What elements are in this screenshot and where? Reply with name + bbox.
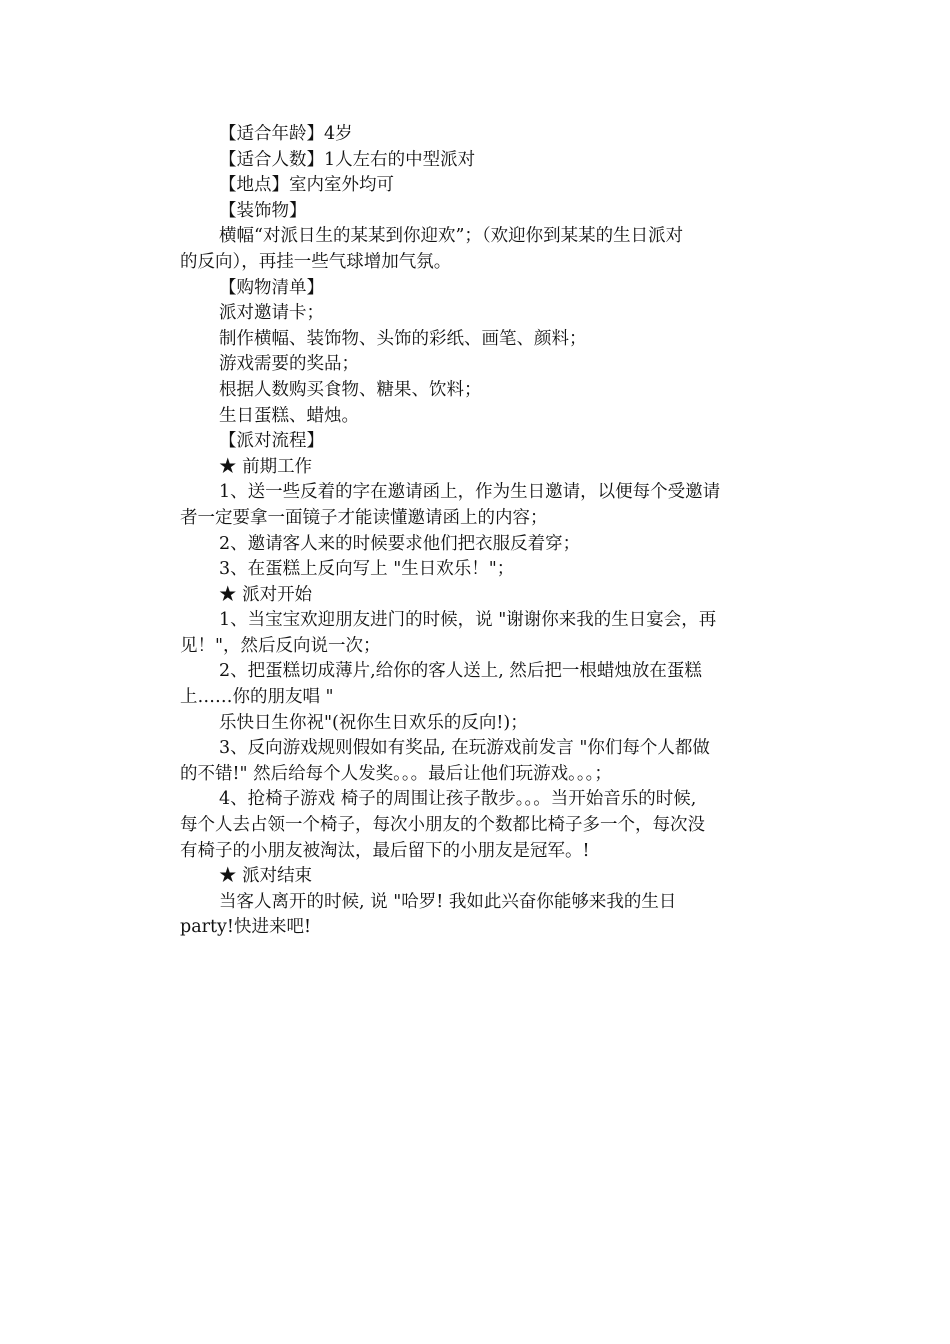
list-item: 游戏需要的奖品； — [219, 354, 359, 375]
document-body — [180, 122, 770, 941]
paragraph-line: 的不错!" 然后给每个人发奖。。。最后让他们玩游戏。。。； — [180, 763, 612, 784]
section-heading-preparation: ★ 前期工作 — [219, 456, 313, 477]
paragraph-line: party!快进来吧! — [180, 917, 311, 938]
list-item: 制作横幅、装饰物、头饰的彩纸、画笔、颜料； — [219, 328, 587, 349]
paragraph-line: 者一定要拿一面镜子才能读懂邀请函上的内容； — [180, 507, 548, 528]
paragraph-line: 当客人离开的时候, 说 "哈罗! 我如此兴奋你能够来我的生日 — [219, 891, 677, 912]
decorations-heading: 【装饰物】 — [219, 200, 307, 221]
paragraph-line: 见！"，然后反向说一次； — [180, 635, 381, 656]
age-line: 【适合年龄】4岁 — [219, 124, 353, 144]
paragraph-line: 3、反向游戏规则假如有奖品, 在玩游戏前发言 "你们每个人都做 — [219, 738, 710, 759]
shopping-list-heading: 【购物清单】 — [219, 277, 324, 298]
section-heading-party-end: ★ 派对结束 — [219, 866, 313, 887]
paragraph-line: 每个人去占领一个椅子，每次小朋友的个数都比椅子多一个，每次没 — [180, 815, 705, 836]
paragraph-line: 1、送一些反着的字在邀请函上，作为生日邀请，以便每个受邀请 — [219, 482, 721, 503]
list-item: 生日蛋糕、蜡烛。 — [219, 405, 359, 426]
paragraph-line: 横幅“对派日生的某某到你迎欢”；（欢迎你到某某的生日派对 — [219, 226, 684, 247]
list-item: 根据人数购买食物、糖果、饮料； — [219, 379, 482, 400]
paragraph-line: 4、抢椅子游戏 椅子的周围让孩子散步。。。当开始音乐的时候, — [219, 789, 697, 810]
list-item: 派对邀请卡； — [219, 303, 324, 324]
headcount-line: 【适合人数】1人左右的中型派对 — [219, 149, 476, 170]
section-heading-party-start: ★ 派对开始 — [219, 584, 313, 605]
paragraph-line: 的反向），再挂一些气球增加气氛。 — [180, 251, 452, 272]
location-line: 【地点】室内室外均可 — [219, 175, 394, 196]
paragraph-line: 2、邀请客人来的时候要求他们把衣服反着穿； — [219, 533, 581, 554]
paragraph-line: 乐快日生你祝"(祝你生日欢乐的反向!)； — [219, 712, 528, 733]
paragraph-line: 1、当宝宝欢迎朋友进门的时候，说 "谢谢你来我的生日宴会，再 — [219, 610, 717, 631]
paragraph-line: 3、在蛋糕上反向写上 "生日欢乐！"； — [219, 559, 515, 580]
paragraph-line: 有椅子的小朋友被淘汰，最后留下的小朋友是冠军。! — [180, 840, 590, 861]
paragraph-line: 2、把蛋糕切成薄片,给你的客人送上, 然后把一根蜡烛放在蛋糕 — [219, 661, 702, 682]
party-flow-heading: 【派对流程】 — [219, 431, 324, 452]
paragraph-line: 上……你的朋友唱 " — [180, 687, 334, 708]
